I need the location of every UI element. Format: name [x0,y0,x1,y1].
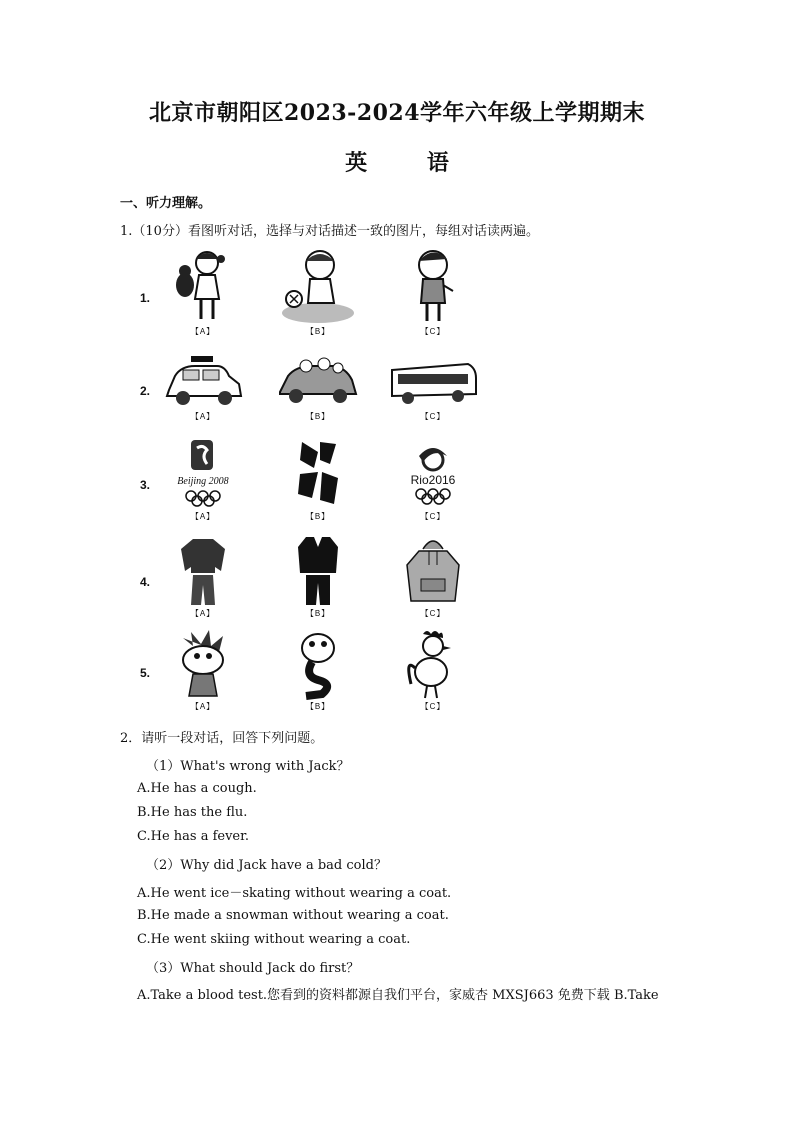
q2-sub3-options[interactable]: A.Take a blood test.您看到的资料都源自我们平台，家威杏 MXSJ663 免费下载 B.Take [137,988,659,1003]
option-label: 【C】 [420,412,446,421]
taxi-icon [161,354,245,410]
option-a[interactable] [158,354,248,422]
london-2012-logo-icon [278,438,358,510]
q2-sub1-option-c[interactable]: C.He has a fever. [137,829,250,844]
picture-row-1 [138,245,498,340]
option-c[interactable] [388,354,478,422]
family-car-icon [276,354,360,410]
row-number: 3. [140,478,151,492]
option-c[interactable] [388,535,478,619]
option-b[interactable] [273,535,363,619]
option-label: 【B】 [305,702,331,711]
q2-sub1-question: （1）What's wrong with Jack？ [146,759,350,774]
picture-row-5 [138,628,498,718]
logo-text: Rio2016 [410,473,456,487]
option-label: 【C】 [420,327,446,336]
q2-sub2-question: （2）Why did Jack have a bad cold？ [146,858,387,873]
q2-sub1-option-b[interactable]: B.He has the flu. [137,805,248,820]
option-label: 【C】 [420,702,446,711]
row-number: 1. [140,291,151,305]
option-label: 【B】 [305,327,331,336]
row-number: 5. [140,666,151,680]
option-c[interactable] [388,438,478,522]
option-label: 【A】 [190,412,216,421]
option-label: 【A】 [190,327,216,336]
option-c[interactable] [388,628,478,712]
bus-icon [388,354,478,410]
jacket-and-pants-icon [163,535,243,607]
q1-prompt: 1.（10分）看图听对话，选择与对话描述一致的图片，每组对话读两遍。 [120,224,539,239]
option-b[interactable] [273,247,363,337]
page-title: 北京市朝阳区2023-2024学年六年级上学期期末 [148,100,646,126]
q2-sub3-question: （3）What should Jack do first？ [146,961,360,976]
snake-icon [278,628,358,700]
option-b[interactable] [273,628,363,712]
section-heading: 一、听力理解。 [120,196,212,211]
option-b[interactable] [273,438,363,522]
option-c[interactable] [388,247,478,337]
option-a[interactable] [158,438,248,522]
picture-row-3 [138,438,498,528]
suit-icon [278,535,358,607]
boy-playing-football-icon [278,247,358,325]
q2-sub2-option-b[interactable]: B.He made a snowman without wearing a coat. [137,908,449,923]
logo-text: Beijing 2008 [177,476,229,487]
q2-sub2-option-a[interactable]: A.He went ice－skating without wearing a coat. [137,886,452,901]
subject-right: 语 [426,150,449,176]
option-label: 【C】 [420,512,446,521]
hoodie-icon [393,535,473,607]
option-label: 【B】 [305,609,331,618]
row-number: 4. [140,575,151,589]
rio-2016-logo-icon [393,438,473,510]
option-a[interactable] [158,247,248,337]
q2-sub1-option-a[interactable]: A.He has a cough. [137,781,257,796]
option-a[interactable] [158,535,248,619]
q2-sub2-option-c[interactable]: C.He went skiing without wearing a coat. [137,932,411,947]
option-label: 【A】 [190,512,216,521]
subject-title [0,146,794,177]
subject-left: 英 [345,150,368,176]
option-label: 【B】 [305,512,331,521]
row-number: 2. [140,384,151,398]
option-label: 【A】 [190,702,216,711]
option-label: 【A】 [190,609,216,618]
dragon-icon [163,628,243,700]
sick-boy-icon [393,247,473,325]
rooster-icon [393,628,473,700]
option-a[interactable] [158,628,248,712]
option-label: 【B】 [305,412,331,421]
option-b[interactable] [273,354,363,422]
girl-holding-cat-icon [163,247,243,325]
picture-row-2 [138,348,498,433]
q2-prompt: 2．请听一段对话，回答下列问题。 [120,731,324,746]
option-label: 【C】 [420,609,446,618]
picture-row-4 [138,535,498,625]
beijing-2008-logo-icon [163,438,243,510]
